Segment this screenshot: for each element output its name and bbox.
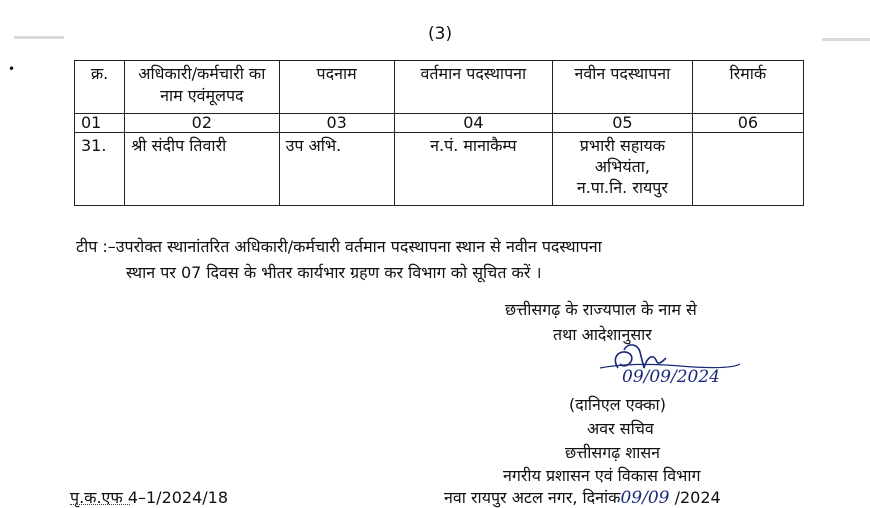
scan-smudge: [822, 38, 870, 41]
reference-number: पृ.क.एफ 4–1/2024/18: [70, 488, 229, 507]
column-number: 01: [75, 114, 125, 133]
svg-text:09/09/2024: 09/09/2024: [622, 367, 720, 387]
header-remark: रिमार्क: [692, 61, 803, 114]
cell-designation: उप अभि.: [279, 133, 394, 206]
handwritten-date: 09/09: [620, 488, 670, 508]
transfer-table: [74, 60, 804, 206]
note-line: स्थान पर 07 दिवस के भीतर कार्यभार ग्रहण कर विभाग को सूचित करें ।: [126, 263, 542, 282]
signatory-government: छत्तीसगढ़ शासन: [565, 443, 661, 462]
place-date-prefix: नवा रायपुर अटल नगर, दिनांक: [444, 488, 621, 507]
column-number: 04: [394, 114, 552, 133]
column-number: 03: [279, 114, 394, 133]
cell-new-posting: [553, 133, 693, 206]
table-row: [75, 133, 804, 206]
column-number: 05: [553, 114, 693, 133]
order-line: तथा आदेशानुसार: [553, 325, 652, 344]
page-number: (3): [428, 24, 453, 44]
table-header-row: [75, 61, 804, 114]
cell-remark: [692, 133, 803, 206]
new-posting-line: अभियंता,: [594, 157, 651, 176]
cell-name: श्री संदीप तिवारी: [125, 133, 280, 206]
new-posting-line: न.पा.नि. रायपुर: [576, 178, 668, 197]
new-posting-line: प्रभारी सहायक: [579, 136, 666, 155]
place-date: [444, 486, 721, 508]
handwritten-signature: [560, 338, 760, 388]
note-line: टीप :–उपरोक्त स्थानांतरित अधिकारी/कर्मचारी वर्तमान पदस्थापना स्थान से नवीन पदस्थापना: [76, 237, 602, 256]
column-number: 02: [125, 114, 280, 133]
header-new-posting: नवीन पदस्थापना: [553, 61, 693, 114]
margin-dot: •: [8, 62, 16, 76]
cell-current-posting: न.पं. मानाकैम्प: [394, 133, 552, 206]
header-designation: पदनाम: [279, 61, 394, 114]
signatory-department: नगरीय प्रशासन एवं विकास विभाग: [503, 466, 701, 485]
header-current-posting: वर्तमान पदस्थापना: [394, 61, 552, 114]
order-line: छत्तीसगढ़ के राज्यपाल के नाम से: [505, 300, 697, 319]
column-number: 06: [692, 114, 803, 133]
signatory-name: (दानिएल एक्का): [569, 395, 666, 414]
note-paragraph: [76, 234, 811, 286]
header-name: अधिकारी/कर्मचारी का नाम एवंमूलपद: [125, 61, 280, 114]
date-year: /2024: [674, 488, 721, 507]
cut-off-text-line: [70, 504, 130, 508]
signatory-title: अवर सचिव: [587, 419, 654, 438]
header-sr: क्र.: [75, 61, 125, 114]
scan-smudge: [14, 36, 64, 39]
column-number-row: [75, 114, 804, 133]
cell-sr: 31.: [75, 133, 125, 206]
